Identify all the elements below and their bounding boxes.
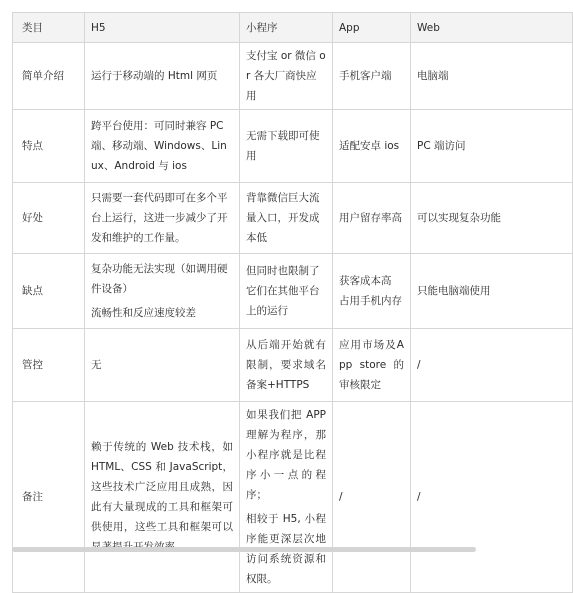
cell-mini-drawbacks	[240, 254, 333, 329]
cell-text: 运行于移动端的 Html 网页	[91, 70, 218, 82]
cell-web-features: PC 端访问	[411, 110, 573, 183]
cell-app-benefits: 用户留存率高	[333, 183, 411, 254]
row-label-regulation: 管控	[13, 329, 85, 402]
row-label-drawbacks: 缺点	[13, 254, 85, 329]
cell-mini-intro	[240, 43, 333, 110]
table-row	[13, 329, 573, 402]
cell-app-intro: 手机客户端	[333, 43, 411, 110]
cell-app-drawbacks: 获客成本高 占用手机内存	[333, 254, 411, 329]
cell-mini-notes	[240, 402, 333, 593]
header-category: 类目	[13, 13, 85, 43]
header-miniprogram: 小程序	[240, 13, 333, 43]
table-row	[13, 402, 573, 593]
cell-text: 相较于 H5, 小程序能更深层次地访问系统资源和权限。	[246, 513, 326, 585]
cell-mini-regulation	[240, 329, 333, 402]
header-h5: H5	[85, 13, 240, 43]
comparison-table-viewport	[12, 12, 501, 585]
cell-text: 跨平台使用：可同时兼容 PC 端、移动端、Windows、Linux、Android 与 ios	[91, 120, 227, 172]
table-row	[13, 43, 573, 110]
cell-text: 无	[91, 359, 102, 371]
cell-text: 赖于传统的 Web 技术栈，如 HTML、CSS 和 JavaScript，这些技术广泛应用且成熟，因此有大量现成的工具和框架可供使用，这些工具和框架可以	[91, 441, 233, 533]
cell-web-drawbacks: 只能电脑端使用	[411, 254, 573, 329]
cell-web-notes: /	[411, 402, 573, 593]
cell-text: 从后端开始就有限制，要求域名备案+HTTPS	[246, 339, 326, 391]
row-label-notes: 备注	[13, 402, 85, 593]
cell-web-intro: 电脑端	[411, 43, 573, 110]
table-row	[13, 183, 573, 254]
cell-h5-drawbacks	[85, 254, 240, 329]
cell-h5-regulation	[85, 329, 240, 402]
comparison-table	[12, 12, 573, 593]
cell-mini-features	[240, 110, 333, 183]
cell-app-notes: /	[333, 402, 411, 593]
cell-text: 如果我们把 APP 理解为程序，那小程序就是比程序小一点的程序；	[246, 409, 326, 501]
cell-h5-notes	[85, 402, 240, 593]
cell-h5-intro	[85, 43, 240, 110]
cell-text: 只需要一套代码即可在多个平台上运行，这进一步减少了开发和维护的工作量。	[91, 192, 228, 244]
cell-text: 背靠微信巨大流量入口，开发成本低	[246, 192, 320, 244]
header-row	[13, 13, 573, 43]
cell-text: 流畅性和反应速度较差	[91, 307, 196, 319]
horizontal-scrollbar[interactable]	[12, 547, 476, 552]
cell-web-benefits: 可以实现复杂功能	[411, 183, 573, 254]
row-label-benefits: 好处	[13, 183, 85, 254]
table-row	[13, 254, 573, 329]
cell-h5-benefits	[85, 183, 240, 254]
table-row	[13, 110, 573, 183]
cell-text: 但同时也限制了它们在其他平台上的运行	[246, 265, 320, 317]
cell-app-features: 适配安卓 ios	[333, 110, 411, 183]
cell-h5-features	[85, 110, 240, 183]
header-web: Web	[411, 13, 573, 43]
cell-app-regulation: 应用市场及App store 的审核限定	[333, 329, 411, 402]
cell-text: 无需下载即可使用	[246, 130, 320, 162]
row-label-features: 特点	[13, 110, 85, 183]
header-app: App	[333, 13, 411, 43]
cell-text: 支付宝 or 微信 or 各大厂商快应用	[246, 50, 326, 102]
cell-mini-benefits	[240, 183, 333, 254]
row-label-intro: 简单介绍	[13, 43, 85, 110]
cell-text: 复杂功能无法实现（如调用硬件设备）	[91, 263, 228, 295]
cell-web-regulation: /	[411, 329, 573, 402]
